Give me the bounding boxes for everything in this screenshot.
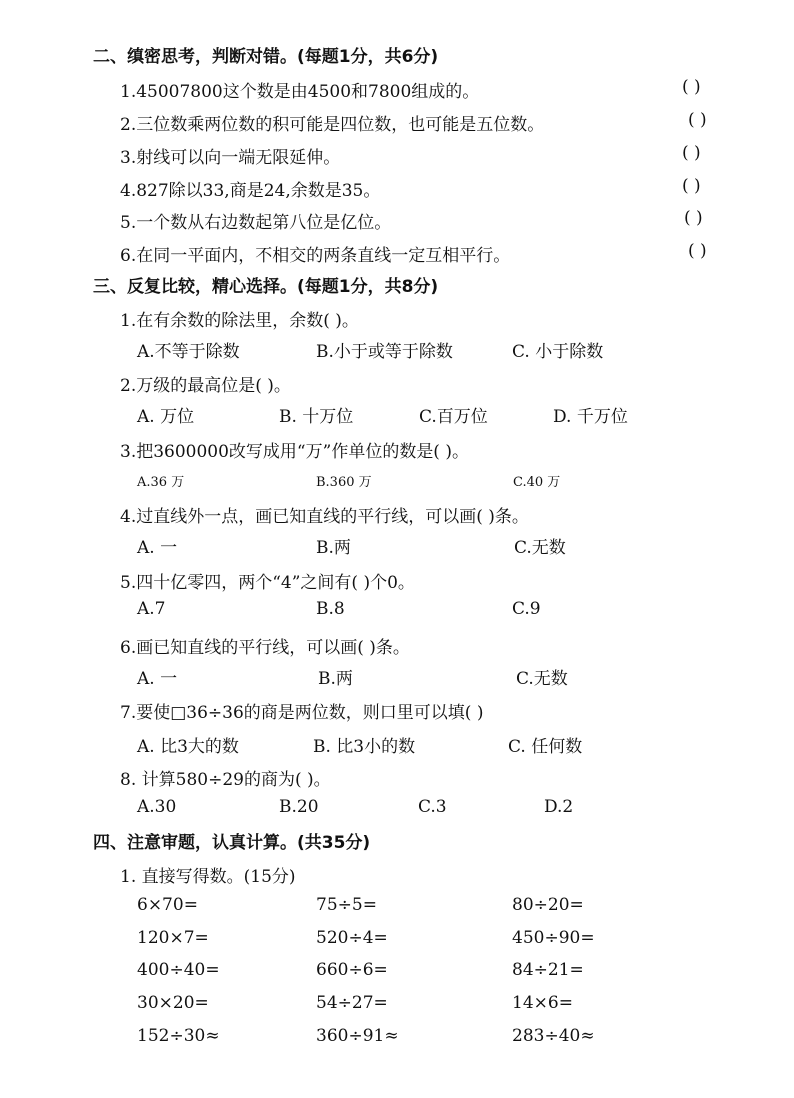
calc-problem: 283÷40≈ (512, 1026, 595, 1046)
judge-item-3: 3.射线可以向一端无限延伸。 (120, 148, 341, 168)
calc-problem: 120×7= (137, 928, 209, 948)
judge-item-4-answer[interactable]: ( ) (682, 176, 701, 196)
section-2-title: 二、缜密思考，判断对错。(每题1分，共6分) (93, 47, 439, 67)
calc-problem: 660÷6= (316, 960, 388, 980)
choice-7-option-c[interactable]: C. 任何数 (508, 737, 583, 757)
choice-7-option-a[interactable]: A. 比3大的数 (137, 737, 239, 757)
choice-question-6: 6.画已知直线的平行线，可以画( )条。 (120, 638, 410, 658)
calc-problem: 14×6= (512, 993, 573, 1013)
calc-problem: 152÷30≈ (137, 1026, 220, 1046)
choice-8-option-c[interactable]: C.3 (418, 797, 447, 817)
choice-7-option-b[interactable]: B. 比3小的数 (313, 737, 416, 757)
choice-2-option-b[interactable]: B. 十万位 (279, 407, 354, 427)
judge-item-1-answer[interactable]: ( ) (682, 77, 701, 97)
choice-8-option-a[interactable]: A.30 (137, 797, 177, 817)
choice-6-option-c[interactable]: C.无数 (516, 669, 568, 689)
choice-2-option-d[interactable]: D. 千万位 (553, 407, 628, 427)
choice-4-option-b[interactable]: B.两 (316, 538, 351, 558)
choice-5-option-b[interactable]: B.8 (316, 599, 345, 619)
judge-item-6-answer[interactable]: ( ) (688, 241, 707, 261)
judge-item-6: 6.在同一平面内，不相交的两条直线一定互相平行。 (120, 246, 511, 266)
choice-question-3: 3.把3600000改写成用“万”作单位的数是( )。 (120, 442, 469, 462)
choice-2-option-c[interactable]: C.百万位 (419, 407, 488, 427)
choice-8-option-b[interactable]: B.20 (279, 797, 319, 817)
choice-question-1: 1.在有余数的除法里，余数( )。 (120, 311, 359, 331)
choice-6-option-a[interactable]: A. 一 (137, 669, 178, 689)
choice-question-4: 4.过直线外一点，画已知直线的平行线，可以画( )条。 (120, 507, 529, 527)
calc-problem: 400÷40= (137, 960, 220, 980)
choice-2-option-a[interactable]: A. 万位 (137, 407, 195, 427)
choice-5-option-c[interactable]: C.9 (512, 599, 541, 619)
choice-3-option-b[interactable]: B.360 万 (316, 475, 372, 490)
judge-item-5: 5.一个数从右边数起第八位是亿位。 (120, 213, 392, 233)
choice-6-option-b[interactable]: B.两 (318, 669, 353, 689)
calc-problem: 450÷90= (512, 928, 595, 948)
choice-5-option-a[interactable]: A.7 (137, 599, 166, 619)
choice-4-option-a[interactable]: A. 一 (137, 538, 178, 558)
section-4-title: 四、注意审题，认真计算。(共35分) (93, 833, 371, 853)
calc-problem: 54÷27= (316, 993, 388, 1013)
judge-item-2-answer[interactable]: ( ) (688, 110, 707, 130)
choice-1-option-a[interactable]: A.不等于除数 (137, 342, 240, 362)
choice-4-option-c[interactable]: C.无数 (514, 538, 566, 558)
calc-problem: 80÷20= (512, 895, 584, 915)
calc-problem: 360÷91≈ (316, 1026, 399, 1046)
calc-problem: 520÷4= (316, 928, 388, 948)
choice-1-option-c[interactable]: C. 小于除数 (512, 342, 604, 362)
judge-item-4: 4.827除以33,商是24,余数是35。 (120, 181, 381, 201)
judge-item-1: 1.45007800这个数是由4500和7800组成的。 (120, 82, 480, 102)
choice-question-2: 2.万级的最高位是( )。 (120, 376, 291, 396)
choice-8-option-d[interactable]: D.2 (544, 797, 574, 817)
calc-problem: 75÷5= (316, 895, 377, 915)
judge-item-5-answer[interactable]: ( ) (684, 208, 703, 228)
calc-subsection-1: 1. 直接写得数。(15分) (120, 867, 296, 887)
choice-question-7: 7.要使□36÷36的商是两位数，则口里可以填( ) (120, 703, 484, 723)
choice-1-option-b[interactable]: B.小于或等于除数 (316, 342, 453, 362)
choice-3-option-c[interactable]: C.40 万 (513, 475, 561, 490)
section-3-title: 三、反复比较，精心选择。(每题1分，共8分) (93, 277, 439, 297)
choice-3-option-a[interactable]: A.36 万 (137, 475, 185, 490)
judge-item-3-answer[interactable]: ( ) (682, 143, 701, 163)
judge-item-2: 2.三位数乘两位数的积可能是四位数，也可能是五位数。 (120, 115, 545, 135)
calc-problem: 30×20= (137, 993, 209, 1013)
calc-problem: 6×70= (137, 895, 198, 915)
choice-question-5: 5.四十亿零四，两个“4”之间有( )个0。 (120, 573, 415, 593)
calc-problem: 84÷21= (512, 960, 584, 980)
choice-question-8: 8. 计算580÷29的商为( )。 (120, 770, 331, 790)
